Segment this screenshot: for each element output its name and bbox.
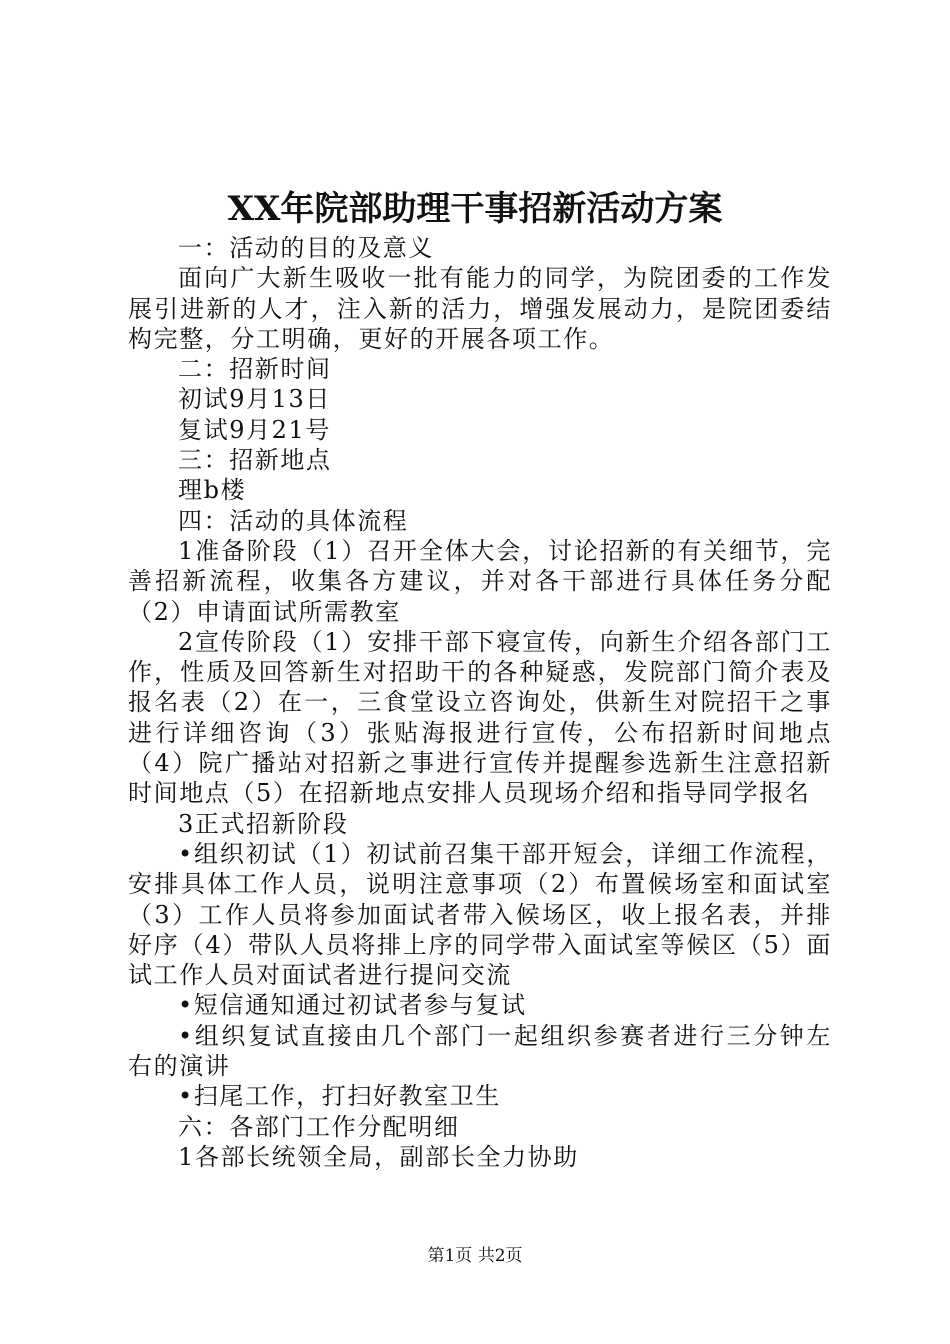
bullet-second-interview: •组织复试直接由几个部门一起组织参赛者进行三分钟左右的演讲 <box>128 1021 832 1081</box>
paragraph-minister-duties: 1各部长统领全局，副部长全力协助 <box>178 1142 579 1171</box>
paragraph-purpose: 面向广大新生吸收一批有能力的同学，为院团委的工作发展引进新的人才，注入新的活力，增强发展动力，是院团委结构完整，分工明确，更好的开展各项工作。 <box>128 264 832 353</box>
bullet-sms-notification: •短信通知通过初试者参与复试 <box>178 991 527 1020</box>
paragraph-first-round-date: 初试9月13日 <box>178 385 332 414</box>
paragraph-second-round-date: 复试9月21号 <box>178 415 332 444</box>
section-heading-time: 二：招新时间 <box>178 355 332 384</box>
paragraph-recruitment-stage: 3正式招新阶段 <box>178 809 349 838</box>
paragraph-publicity-stage: 2宣传阶段（1）安排干部下寝宣传，向新生介绍各部门工作，性质及回答新生对招助干的各种疑惑，发院部门简介表及报名表（2）在一，三食堂设立咨询处，供新生对院招干之事进行详细咨询（3）张贴海报进行宣传，公布招新时间地点（4）院广播站对招新之事进行宣传并提醒参选新生注意招新时间地点（5）在招新地点安排人员现场介绍和指导同学报名 <box>128 627 832 808</box>
section-heading-assignments: 六：各部门工作分配明细 <box>178 1112 460 1141</box>
page-number-footer: 第1页 共2页 <box>427 1246 523 1266</box>
document-title: XX年院部助理干事招新活动方案 <box>227 189 723 229</box>
paragraph-preparation-stage: 1准备阶段（1）召开全体大会，讨论招新的有关细节，完善招新流程，收集各方建议，并对各干部进行具体任务分配（2）申请面试所需教室 <box>128 536 832 626</box>
bullet-cleanup: •扫尾工作，打扫好教室卫生 <box>178 1082 501 1111</box>
section-heading-process: 四：活动的具体流程 <box>178 506 409 535</box>
document-body <box>128 233 832 1172</box>
bullet-first-interview: •组织初试（1）初试前召集干部开短会，详细工作流程，安排具体工作人员，说明注意事项（2）布置候场室和面试室（3）工作人员将参加面试者带入候场区，收上报名表，并排好序（4）带队人员将排上序的同学带入面试室等候区（5）面试工作人员对面试者进行提问交流 <box>128 839 832 990</box>
section-heading-location: 三：招新地点 <box>178 446 332 475</box>
paragraph-location: 理b楼 <box>178 476 247 505</box>
section-heading-purpose: 一：活动的目的及意义 <box>178 234 434 262</box>
